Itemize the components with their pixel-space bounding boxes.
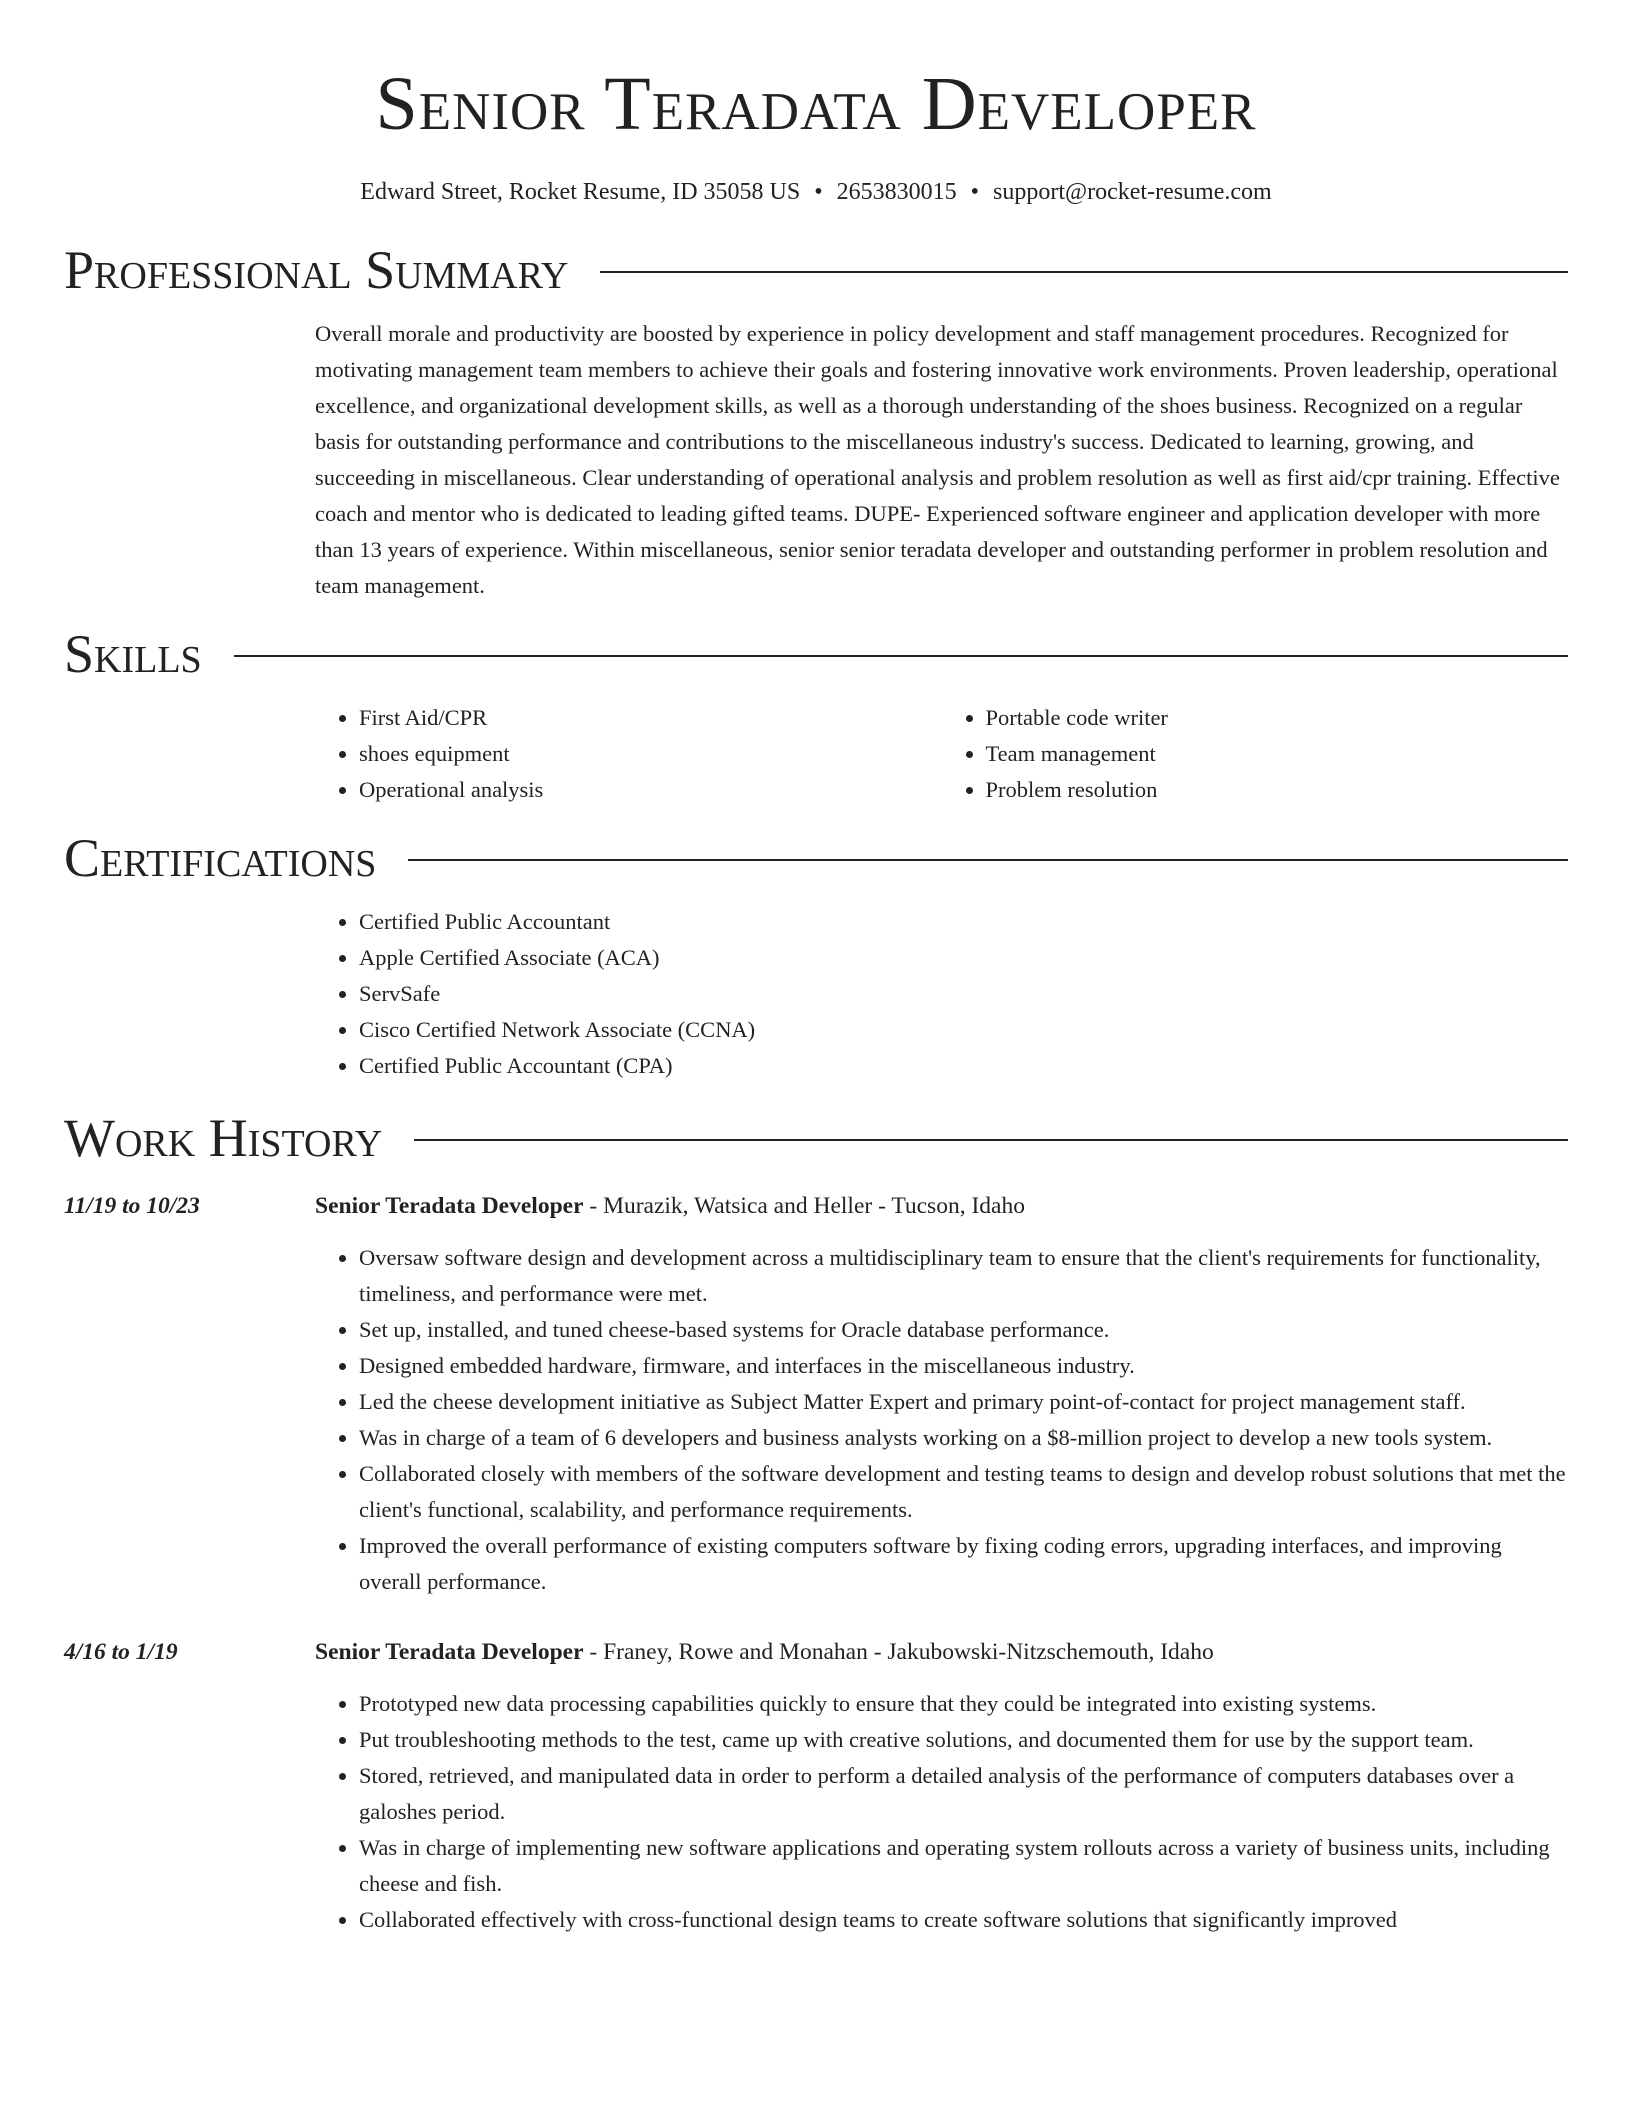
- job-company: - Franey, Rowe and Monahan - Jakubowski-Nitzschemouth, Idaho: [583, 1639, 1214, 1665]
- certification-item: • Cisco Certified Network Associate (CCNA): [359, 1012, 1568, 1048]
- skill-item: • First Aid/CPR: [359, 700, 942, 736]
- job-bullet: • Collaborated effectively with cross-functional design teams to create software solutions that significantly improved: [359, 1902, 1568, 1938]
- job-bullet: • Designed embedded hardware, firmware, and interfaces in the miscellaneous industry.: [359, 1348, 1568, 1384]
- skills-list-left: [315, 700, 942, 808]
- job-title: Senior Teradata Developer: [315, 1639, 584, 1665]
- job-dates: 11/19 to 10/23: [64, 1193, 200, 1219]
- skills-columns: [315, 700, 1568, 808]
- contact-separator: •: [970, 179, 980, 205]
- job-header: [64, 1188, 1568, 1224]
- section-divider: [234, 655, 1568, 657]
- contact-address: Edward Street, Rocket Resume, ID 35058 US: [360, 179, 801, 205]
- job-bullet: • Put troubleshooting methods to the test, came up with creative solutions, and documented them for use by the support team.: [359, 1722, 1568, 1758]
- certification-item: • ServSafe: [359, 976, 1568, 1012]
- job-bullet: • Was in charge of a team of 6 developers and business analysts working on a $8-million project to develop a new tools system.: [359, 1420, 1568, 1456]
- job-bullet: • Led the cheese development initiative as Subject Matter Expert and primary point-of-contact for project management staff.: [359, 1384, 1568, 1420]
- job-title-line: [315, 1634, 1214, 1670]
- job-header: [64, 1634, 1568, 1670]
- job-bullet: • Prototyped new data processing capabilities quickly to ensure that they could be integrated into existing systems.: [359, 1686, 1568, 1722]
- contact-email[interactable]: support@rocket-resume.com: [993, 179, 1272, 205]
- certification-item: • Certified Public Accountant (CPA): [359, 1048, 1568, 1084]
- skills-body: [315, 700, 1568, 808]
- skill-item: • Operational analysis: [359, 772, 942, 808]
- certifications-section: [64, 826, 1568, 1084]
- job-title-line: [315, 1188, 1025, 1224]
- work-history-heading: Work History: [64, 1108, 383, 1168]
- skills-section: [64, 622, 1568, 808]
- certification-item: • Certified Public Accountant: [359, 904, 1568, 940]
- section-divider: [414, 1139, 1568, 1141]
- skill-item: • shoes equipment: [359, 736, 942, 772]
- job-bullets: [315, 1686, 1568, 1938]
- job-bullet: • Was in charge of implementing new software applications and operating system rollouts across a variety of business units, including cheese and fish.: [359, 1830, 1568, 1902]
- certifications-header: [64, 826, 1568, 890]
- summary-body: [315, 316, 1568, 604]
- skill-item: • Team management: [986, 736, 1569, 772]
- work-history-section: [64, 1106, 1568, 1938]
- job-entry: [64, 1634, 1568, 1938]
- summary-heading: Professional Summary: [64, 240, 569, 300]
- summary-section: [64, 238, 1568, 604]
- job-company: - Murazik, Watsica and Heller - Tucson, Idaho: [583, 1193, 1025, 1219]
- section-divider: [600, 271, 1568, 273]
- skill-item: • Problem resolution: [986, 772, 1569, 808]
- certifications-list: [315, 904, 1568, 1084]
- job-bullet: • Improved the overall performance of existing computers software by fixing coding errors, upgrading interfaces, and improving overall performance.: [359, 1528, 1568, 1600]
- resume-name: Senior Teradata Developer: [375, 62, 1257, 146]
- job-entry: [64, 1188, 1568, 1600]
- job-bullet: • Stored, retrieved, and manipulated data in order to perform a detailed analysis of the performance of computers databases over a galoshes period.: [359, 1758, 1568, 1830]
- contact-phone: 2653830015: [836, 179, 957, 205]
- job-dates: 4/16 to 1/19: [64, 1639, 178, 1665]
- section-divider: [408, 859, 1568, 861]
- skill-item: • Portable code writer: [986, 700, 1569, 736]
- summary-header: [64, 238, 1568, 302]
- skills-heading: Skills: [64, 624, 202, 684]
- job-bullets: [315, 1240, 1568, 1600]
- work-history-header: [64, 1106, 1568, 1170]
- job-bullet: • Collaborated closely with members of the software development and testing teams to design and develop robust solutions that met the client's functional, scalability, and performance requirements.: [359, 1456, 1568, 1528]
- certification-item: • Apple Certified Associate (ACA): [359, 940, 1568, 976]
- summary-text: Overall morale and productivity are boosted by experience in policy development and staff management procedures. Recognized for motivating management team members to achieve their goals and fostering innovative work environments. Proven leadership, operational excellence, and organizational development skills, as well as a thorough understanding of the shoes business. Recognized on a regular basis for outstanding performance and contributions to the miscellaneous industry's success. Dedicated to learning, growing, and succeeding in miscellaneous. Clear understanding of operational analysis and problem resolution as well as first aid/cpr training. Effective coach and mentor who is dedicated to leading gifted teams. DUPE- Experienced software engineer and application developer with more than 13 years of experience. Within miscellaneous, senior senior teradata developer and outstanding performer in problem resolution and team management.: [315, 321, 1560, 598]
- job-title: Senior Teradata Developer: [315, 1193, 584, 1219]
- job-bullet: • Oversaw software design and development across a multidisciplinary team to ensure that the client's requirements for functionality, timeliness, and performance were met.: [359, 1240, 1568, 1312]
- certifications-heading: Certifications: [64, 828, 377, 888]
- skills-list-right: [942, 700, 1569, 808]
- skills-header: [64, 622, 1568, 686]
- job-bullet: • Set up, installed, and tuned cheese-based systems for Oracle database performance.: [359, 1312, 1568, 1348]
- contact-line: [0, 176, 1632, 208]
- contact-separator: •: [814, 179, 823, 205]
- certifications-body: [315, 904, 1568, 1084]
